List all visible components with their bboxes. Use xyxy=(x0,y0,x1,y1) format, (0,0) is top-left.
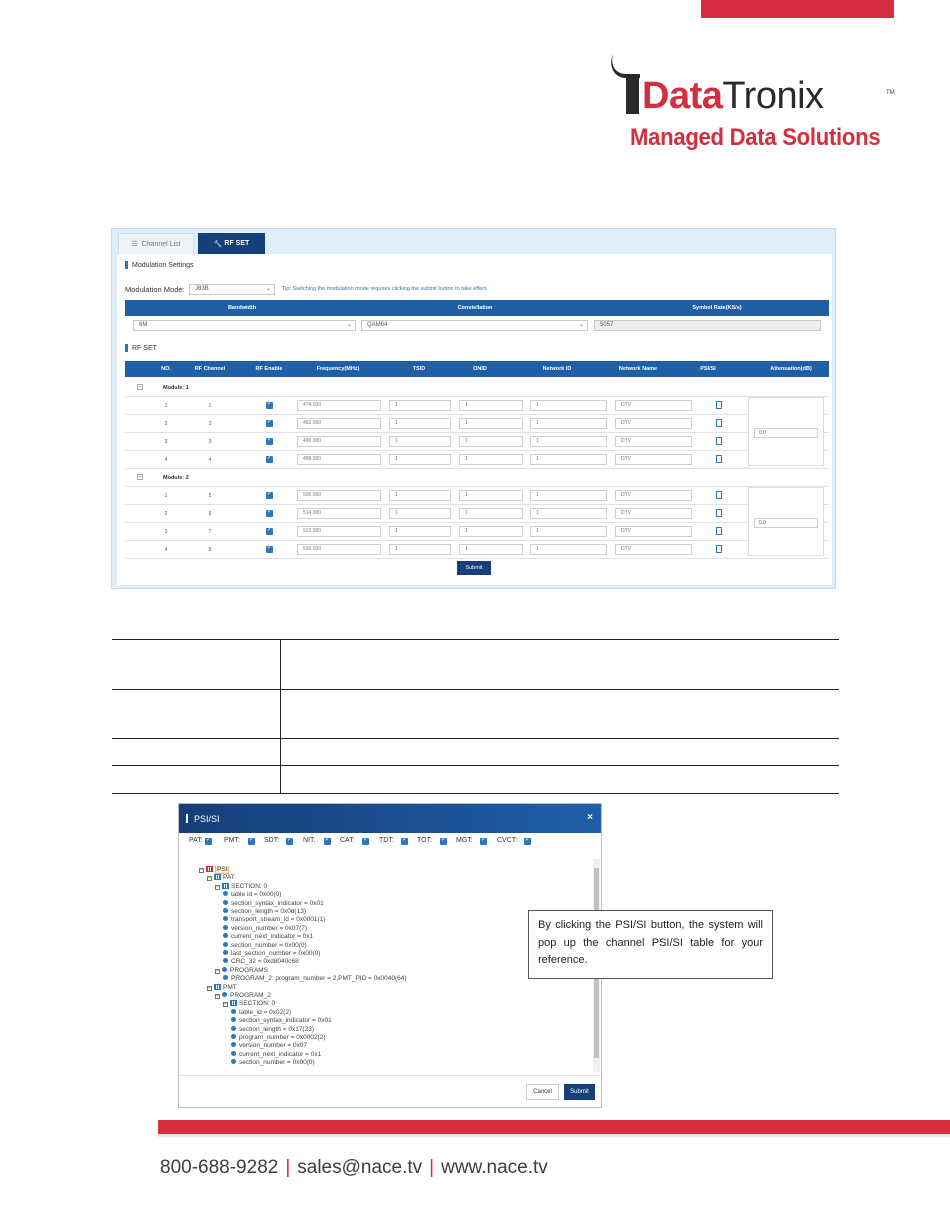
network-name-input[interactable]: DTV xyxy=(615,526,692,537)
rf-panel xyxy=(117,254,832,585)
settings-header: Bandwidth Constellation Symbol Rate(KS/s) xyxy=(125,300,829,316)
onid-input[interactable]: 1 xyxy=(459,526,523,537)
chevron-down-icon: ⌄ xyxy=(578,322,584,328)
table-icon xyxy=(214,874,221,880)
onid-input[interactable]: 1 xyxy=(459,508,523,519)
network-name-input[interactable]: DTV xyxy=(615,436,692,447)
flag-checkbox[interactable]: PAT: ✓ xyxy=(189,837,203,844)
tsid-input[interactable]: 1 xyxy=(389,418,451,429)
attenuation-input[interactable]: 0.0 xyxy=(754,518,818,528)
constellation-select[interactable]: QAM64 ⌄ xyxy=(361,320,588,331)
checkbox-checked-icon xyxy=(524,838,531,845)
network-id-input[interactable]: 1 xyxy=(530,400,607,411)
chevron-down-icon: ⌄ xyxy=(265,286,271,292)
frequency-input[interactable]: 474.000 xyxy=(297,400,381,411)
collapse-icon: − xyxy=(224,1001,227,1008)
table-row: 2 2 ✓ 482.000 1 1 1 DTV xyxy=(125,415,829,433)
collapse-icon: − xyxy=(208,875,211,882)
leaf-dot-icon xyxy=(231,1009,236,1014)
network-id-input[interactable]: 1 xyxy=(530,436,607,447)
table-row: 1 1 ✓ 474.000 1 1 1 DTV xyxy=(125,397,829,415)
dialog-title: PSI/SI xyxy=(194,814,220,824)
frequency-input[interactable]: 490.000 xyxy=(297,436,381,447)
tsid-input[interactable]: 1 xyxy=(389,454,451,465)
tree-node: PROGRAM_2: program_number = 2,PMT_PID = 0x0040(64) xyxy=(223,975,407,983)
attenuation-cell xyxy=(748,397,824,466)
rf-enable-checkbox[interactable] xyxy=(266,546,273,553)
leaf-dot-icon xyxy=(223,950,228,955)
modulation-tip: Tip: Switching the modulation mode requires clicking the submit button to take effect xyxy=(282,286,487,292)
checkbox-checked-icon xyxy=(401,838,408,845)
table-bottom-border xyxy=(112,793,839,794)
tree-node: version_number = 0x07 xyxy=(231,1042,307,1050)
table-row: 3 3 ✓ 490.000 1 1 1 DTV xyxy=(125,433,829,451)
rf-set-screenshot xyxy=(111,228,836,589)
table-row: 3 7 ✓ 522.000 1 1 1 DTV xyxy=(125,523,829,541)
table-row: 4 4 ✓ 498.000 1 1 1 DTV xyxy=(125,451,829,469)
frequency-input[interactable]: 522.000 xyxy=(297,526,381,537)
psi-si-icon[interactable] xyxy=(716,527,722,535)
table-icon xyxy=(230,1000,237,1006)
tree-node: current_next_indicator = 0x1 xyxy=(223,933,313,941)
tree-node: section_number = 0x00(0) xyxy=(223,942,307,950)
tsid-input[interactable]: 1 xyxy=(389,526,451,537)
network-name-input[interactable]: DTV xyxy=(615,454,692,465)
modulation-settings-title: Modulation Settings xyxy=(125,261,193,269)
leaf-dot-icon xyxy=(231,1042,236,1047)
tree-node: section_number = 0x00(0) xyxy=(231,1059,315,1067)
network-id-input[interactable]: 1 xyxy=(530,544,607,555)
collapse-icon[interactable]: − xyxy=(138,474,142,480)
network-name-input[interactable]: DTV xyxy=(615,418,692,429)
collapse-icon[interactable]: − xyxy=(138,384,142,390)
table-row: 2 6 ✓ 514.000 1 1 1 DTV xyxy=(125,505,829,523)
modulation-mode-label: Modulation Mode: xyxy=(125,285,185,294)
psi-si-icon[interactable] xyxy=(716,419,722,427)
tree-node: program_number = 0x0002(2) xyxy=(231,1034,326,1042)
leaf-dot-icon xyxy=(223,908,228,913)
attenuation-cell xyxy=(748,487,824,556)
collapse-icon: − xyxy=(216,967,219,974)
flag-checkbox[interactable]: SDT: ✓ xyxy=(264,837,279,844)
tree-node: section_syntax_indicator = 0x01 xyxy=(223,900,324,908)
footer-email[interactable]: sales@nace.tv xyxy=(297,1157,423,1178)
table-row: 4 8 ✓ 530.000 1 1 1 DTV xyxy=(125,541,829,559)
rf-enable-checkbox[interactable] xyxy=(266,438,273,445)
onid-input[interactable]: 1 xyxy=(459,454,523,465)
tree-node[interactable]: − PMT xyxy=(208,983,237,991)
rf-enable-checkbox[interactable] xyxy=(266,456,273,463)
rf-enable-checkbox[interactable] xyxy=(266,528,273,535)
tree-node[interactable]: − PSI xyxy=(200,866,228,873)
tree-node: CRC_32 = 0xd8040c68 xyxy=(223,958,299,966)
checkbox-checked-icon xyxy=(440,838,447,845)
datatronix-logo xyxy=(606,52,896,152)
tree-node: version_number = 0x07(7) xyxy=(223,925,307,933)
tree-node: table id = 0x00(0) xyxy=(223,891,281,899)
psi-si-icon[interactable] xyxy=(716,455,722,463)
description-table xyxy=(112,639,839,793)
network-id-input[interactable]: 1 xyxy=(530,508,607,519)
table-icon xyxy=(214,984,221,990)
leaf-dot-icon xyxy=(223,925,228,930)
network-name-input[interactable]: DTV xyxy=(615,400,692,411)
node-icon xyxy=(222,967,227,972)
onid-input[interactable]: 1 xyxy=(459,418,523,429)
rf-submit-button[interactable]: Submit xyxy=(457,561,491,575)
tree-node: section_length = 0x0d(13) xyxy=(223,908,306,916)
rf-enable-checkbox[interactable] xyxy=(266,402,273,409)
tree-node[interactable]: − PROGRAMS xyxy=(216,966,268,974)
psi-si-icon[interactable] xyxy=(716,509,722,517)
rf-set-title: RF SET xyxy=(125,344,157,352)
tsid-input[interactable]: 1 xyxy=(389,508,451,519)
rf-table-header: NO. RF Channel RF Enable Frequency(MHz) TSID ONID Network ID Network Name PSI/SI Attenuation(dB) xyxy=(125,361,829,377)
collapse-icon: − xyxy=(208,984,211,991)
checkbox-checked-icon xyxy=(324,838,331,845)
onid-input[interactable]: 1 xyxy=(459,400,523,411)
tsid-input[interactable]: 1 xyxy=(389,400,451,411)
tree-node: section_length = 0x17(23) xyxy=(231,1026,314,1034)
checkbox-checked-icon xyxy=(480,838,487,845)
flag-checkbox[interactable]: CVCT: ✓ xyxy=(497,837,517,844)
footer-website[interactable]: www.nace.tv xyxy=(441,1157,548,1178)
table-row xyxy=(112,738,839,765)
onid-input[interactable]: 1 xyxy=(459,544,523,555)
tsid-input[interactable]: 1 xyxy=(389,544,451,555)
flag-checkbox[interactable]: CAT: ✓ xyxy=(340,837,355,844)
frequency-input[interactable]: 514.000 xyxy=(297,508,381,519)
dialog-header xyxy=(179,804,601,833)
tree-node: current_next_indicator = 0x1 xyxy=(231,1051,321,1059)
leaf-dot-icon xyxy=(231,1051,236,1056)
rf-enable-checkbox[interactable] xyxy=(266,492,273,499)
rf-enable-checkbox[interactable] xyxy=(266,510,273,517)
flag-checkbox[interactable]: TOT: ✓ xyxy=(417,837,432,844)
tree-node[interactable]: − PAT xyxy=(208,874,235,882)
flag-checkbox[interactable]: PMT: ✓ xyxy=(224,837,240,844)
frequency-input[interactable]: 498.000 xyxy=(297,454,381,465)
frequency-input[interactable]: 482.000 xyxy=(297,418,381,429)
tagline: Managed Data Solutions xyxy=(630,124,881,151)
table-icon xyxy=(222,883,229,889)
logo-wordmark: DataTronix xyxy=(642,75,824,117)
table-row xyxy=(112,689,839,738)
tree-node: table_id = 0x02(2) xyxy=(231,1009,291,1017)
module-row[interactable]: − Module: 1 xyxy=(125,379,829,397)
collapse-icon: − xyxy=(200,867,203,873)
modulation-mode-select[interactable]: J83B ⌄ xyxy=(189,284,275,295)
checkbox-checked-icon xyxy=(286,838,293,845)
module-row[interactable]: − Module: 2 xyxy=(125,469,829,487)
leaf-dot-icon xyxy=(231,1034,236,1039)
network-id-input[interactable]: 1 xyxy=(530,454,607,465)
tsid-input[interactable]: 1 xyxy=(389,490,451,501)
leaf-dot-icon xyxy=(223,933,228,938)
leaf-dot-icon xyxy=(223,900,228,905)
leaf-dot-icon xyxy=(223,942,228,947)
network-name-input[interactable]: DTV xyxy=(615,544,692,555)
network-name-input[interactable]: DTV xyxy=(615,490,692,501)
callout-note: By clicking the PSI/SI button, the system will pop up the channel PSI/SI table for your reference. xyxy=(528,910,773,979)
bandwidth-select[interactable]: 6M ⌄ xyxy=(133,320,356,331)
flag-checkbox[interactable]: MGT: ✓ xyxy=(456,837,473,844)
symbol-rate-field[interactable]: 5057 xyxy=(594,320,821,331)
trademark: TM xyxy=(886,90,895,96)
onid-input[interactable]: 1 xyxy=(459,436,523,447)
tab-channel-list[interactable]: ☰ Channel List xyxy=(118,233,194,254)
tree-node: transport_stream_id = 0x0001(1) xyxy=(223,916,325,924)
leaf-dot-icon xyxy=(231,1017,236,1022)
flag-checkbox[interactable]: TDT: ✓ xyxy=(379,837,394,844)
tsid-input[interactable]: 1 xyxy=(389,436,451,447)
footer-phone: 800-688-9282 xyxy=(160,1157,279,1178)
network-name-input[interactable]: DTV xyxy=(615,508,692,519)
leaf-dot-icon xyxy=(223,891,228,896)
tree-node[interactable]: − PROGRAM_2 xyxy=(216,992,271,999)
tree-node[interactable]: − SECTION: 0 xyxy=(224,1000,276,1008)
checkbox-checked-icon xyxy=(205,838,212,845)
network-id-input[interactable]: 1 xyxy=(530,418,607,429)
tree-node[interactable]: − SECTION: 0 xyxy=(216,882,268,890)
psi-si-icon[interactable] xyxy=(716,437,722,445)
checkbox-checked-icon xyxy=(362,838,369,845)
footer-contact: 800-688-9282 | sales@nace.tv | www.nace.tv xyxy=(160,1157,548,1178)
psi-si-icon[interactable] xyxy=(716,545,722,553)
collapse-icon: − xyxy=(216,883,219,890)
leaf-dot-icon xyxy=(231,1026,236,1031)
psi-si-icon[interactable] xyxy=(716,491,722,499)
node-icon xyxy=(222,992,227,997)
leaf-dot-icon xyxy=(223,916,228,921)
collapse-icon: − xyxy=(216,993,219,999)
tab-rf-set[interactable]: 🔧 RF SET xyxy=(198,233,265,254)
checkbox-checked-icon xyxy=(248,838,255,845)
network-id-input[interactable]: 1 xyxy=(530,490,607,501)
table-icon xyxy=(206,866,213,872)
close-icon[interactable]: × xyxy=(587,812,593,823)
table-row xyxy=(112,639,839,689)
leaf-dot-icon xyxy=(223,975,228,980)
table-row xyxy=(112,765,839,793)
frequency-input[interactable]: 506.000 xyxy=(297,490,381,501)
onid-input[interactable]: 1 xyxy=(459,490,523,501)
flag-checkbox[interactable]: NIT: ✓ xyxy=(303,837,315,844)
leaf-dot-icon xyxy=(223,958,228,963)
leaf-dot-icon xyxy=(231,1059,236,1064)
submit-button[interactable]: Submit xyxy=(564,1084,595,1100)
table-row: 1 5 ✓ 506.000 1 1 1 DTV xyxy=(125,487,829,505)
network-id-input[interactable]: 1 xyxy=(530,526,607,537)
tree-node: last_section_number = 0x00(0) xyxy=(223,950,320,958)
attenuation-input[interactable]: 0.0 xyxy=(754,428,818,438)
top-accent-bar xyxy=(701,0,894,18)
cancel-button[interactable]: Cancel xyxy=(526,1084,559,1100)
rf-enable-checkbox[interactable] xyxy=(266,420,273,427)
psi-si-icon[interactable] xyxy=(716,401,722,409)
bottom-accent-stripe xyxy=(158,1120,950,1134)
tree-node: section_syntax_indicator = 0x01 xyxy=(231,1017,332,1025)
chevron-down-icon: ⌄ xyxy=(346,322,352,328)
frequency-input[interactable]: 530.000 xyxy=(297,544,381,555)
